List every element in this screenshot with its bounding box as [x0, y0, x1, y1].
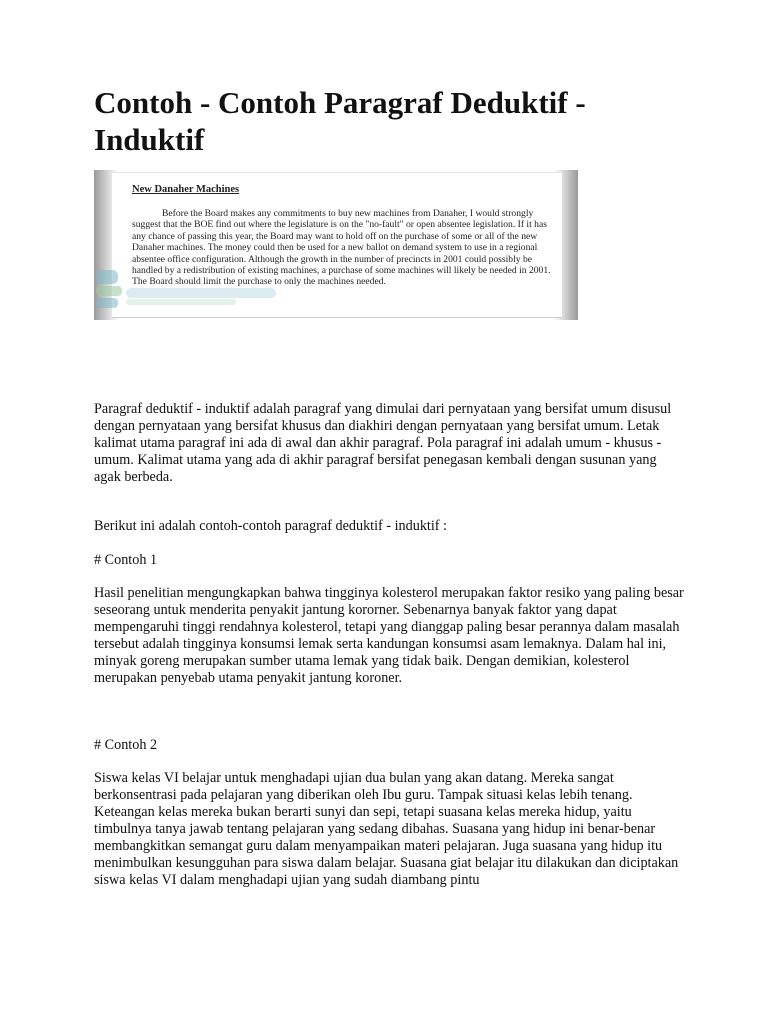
example-1-paragraph: Hasil penelitian mengungkapkan bahwa tingginya kolesterol merupakan faktor resiko yang paling besar seseorang untuk menderita penyakit jantung kororner. Sebenarnya banyak faktor yang dapat mempengaruhi tinggi rendahnya kolesterol, tetapi yang dianggap paling besar perannya dalam masalah tersebut adalah tingginya konsumsi lemak serta kandungan konsumsi asam lemaknya. Dalam hal ini, minyak goreng merupakan sumber utama lemak yang tidak baik. Dengan demikian, kolesterol merupakan penyebab utama penyakit jantung koroner.	[94, 585, 684, 686]
example-2-paragraph: Siswa kelas VI belajar untuk menghadapi ujian dua bulan yang akan datang. Mereka sangat berkonsentrasi pada pelajaran yang diberikan oleh Ibu guru. Tampak situasi kelas lebih tenang. Keteangan kelas mereka bukan berarti sunyi dan sepi, tetapi suasana kelas mereka hidup, yaitu timbulnya tanya jawab tentang pelajaran yang sedang dibahas. Suasana yang hidup ini benar-benar membangkitkan semangat guru dalam menyampaikan materi pelajaran. Juga suasana yang hidup itu menimbulkan kesungguhan para siswa dalam belajar. Suasana giat belajar itu dilakukan dan diciptakan siswa kelas VI dalam menghadapi ujian yang sudah diambang pintu	[94, 770, 679, 888]
memo-body: Before the Board makes any commitments to buy new machines from Danaher, I would strongly suggest that the BOE find out where the legislature is on the "no-fault" or open absentee legislation. If it has any chance of passing this year, the Board may want to hold off on the purchase of some or all of the new Danaher machines. The money could then be used for a new ballot on demand system to use in a regional absentee office configuration. Although the growth in the number of precincts in 2001 could possibly be handled by a redistribution of existing machines, a purchase of some machines will likely be needed in 2001. The Board should limit the purchase to only the machines needed.	[132, 208, 551, 288]
example-1-heading: # Contoh 1	[94, 552, 158, 568]
lead-in-text: Berikut ini adalah contoh-contoh paragraf deduktif - induktif :	[94, 518, 448, 534]
memo-heading: New Danaher Machines	[132, 184, 240, 195]
embedded-document-image	[94, 170, 580, 320]
page-title: Contoh - Contoh Paragraf Deduktif - Induktif	[94, 85, 586, 157]
intro-paragraph: Paragraf deduktif - induktif adalah paragraf yang dimulai dari pernyataan yang bersifat umum disusul dengan pernyataan yang bersifat khusus dan diakhiri dengan pernyataan yang bersifat umum. Letak kalimat utama paragraf ini ada di awal dan akhir paragraf. Pola paragraf ini adalah umum - khusus - umum. Kalimat utama yang ada di akhir paragraf bersifat penegasan kembali dengan susunan yang agak berbeda.	[94, 401, 672, 485]
image-content	[112, 172, 562, 318]
example-2-heading: # Contoh 2	[94, 737, 158, 753]
